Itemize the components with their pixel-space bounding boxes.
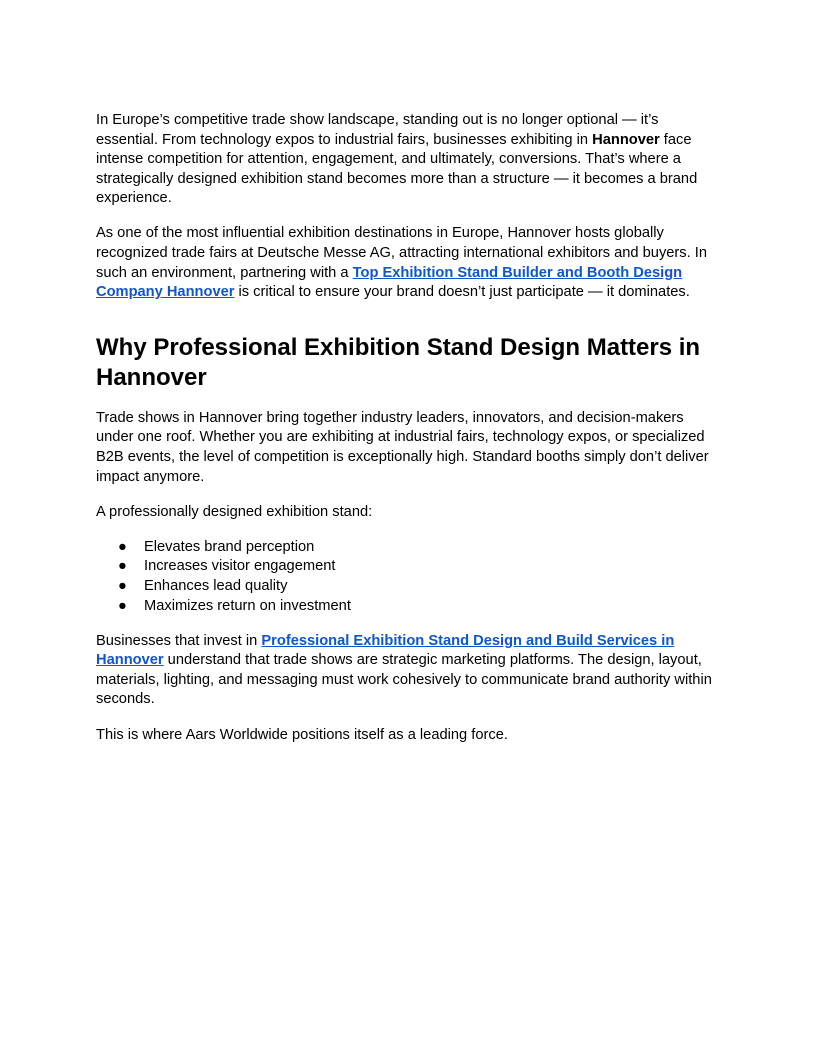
bullet-icon: ● (118, 558, 127, 575)
intro-text-start: In Europe’s competitive trade show landscape, standing out is no longer optional — it’s essential. From technology expos to industrial fairs, businesses exhibiting in (96, 112, 659, 148)
list-item-text: Enhances lead quality (144, 578, 288, 594)
benefits-list (96, 538, 721, 616)
stand-intro-paragraph: A professionally designed exhibition stand: (96, 503, 373, 520)
destination-text-start: As one of the most influential exhibition destinations in Europe, Hannover hosts globally recognized trade fairs at Deutsche Messe AG, attracting international exhibitors and buyers. In such an environment, partnering with a (96, 225, 708, 281)
bullet-icon: ● (118, 597, 127, 614)
closing-paragraph: This is where Aars Worldwide positions itself as a leading force. (96, 726, 508, 743)
list-item-text: Elevates brand perception (144, 538, 315, 555)
trade-shows-paragraph: Trade shows in Hannover bring together industry leaders, innovators, and decision-makers under one roof. Whether you are exhibiting at industrial fairs, technology expos, or specialized B2B events, the level of competition is exceptionally high. Standard booths simply don’t deliver impact anymore. (96, 409, 709, 485)
hannover-bold-text: Hannover (592, 131, 660, 148)
investment-text-start: Businesses that invest in (96, 632, 262, 649)
list-item (96, 597, 721, 617)
intro-paragraph (96, 111, 721, 209)
bullet-icon: ● (118, 538, 127, 555)
list-item-text: Maximizes return on investment (144, 597, 351, 614)
list-item (96, 577, 721, 597)
bullet-icon: ● (118, 578, 127, 594)
hannover-destination-paragraph (96, 224, 721, 302)
destination-text-end: is critical to ensure your brand doesn’t just participate — it dominates. (234, 284, 690, 301)
intro-text-end: face intense competition for attention, engagement, and ultimately, conversions. That’s where a strategically designed exhibition stand becomes more than a structure — it becomes a brand experience. (96, 131, 698, 207)
professional-stand-design-link[interactable]: Professional Exhibition Stand Design and Build Services in Hannover (96, 632, 675, 669)
investment-text-end: understand that trade shows are strategic marketing platforms. The design, layout, materials, lighting, and messaging must work cohesively to communicate brand authority within seconds. (96, 652, 712, 708)
list-item-text: Increases visitor engagement (144, 558, 336, 575)
list-item (96, 538, 721, 558)
section-heading: Why Professional Exhibition Stand Design Matters in Hannover (96, 333, 701, 391)
document-body (96, 111, 721, 761)
list-item (96, 557, 721, 577)
investment-paragraph (96, 632, 721, 710)
top-stand-builder-link[interactable]: Top Exhibition Stand Builder and Booth Design Company Hannover (96, 264, 683, 301)
